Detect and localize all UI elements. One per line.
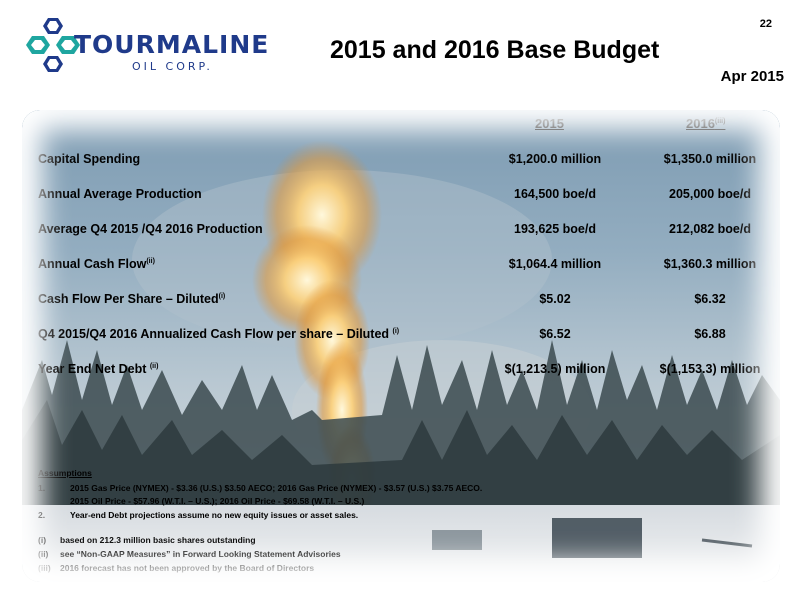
logo-wordmark: TOURMALINE [74, 30, 270, 59]
logo-subtitle: OIL CORP. [132, 60, 213, 73]
background-flare-photo [22, 110, 780, 582]
flare-illustration [22, 110, 780, 582]
slide-date: Apr 2015 [720, 68, 784, 85]
slide-title: 2015 and 2016 Base Budget [330, 36, 660, 64]
slide-number: 22 [759, 18, 772, 30]
